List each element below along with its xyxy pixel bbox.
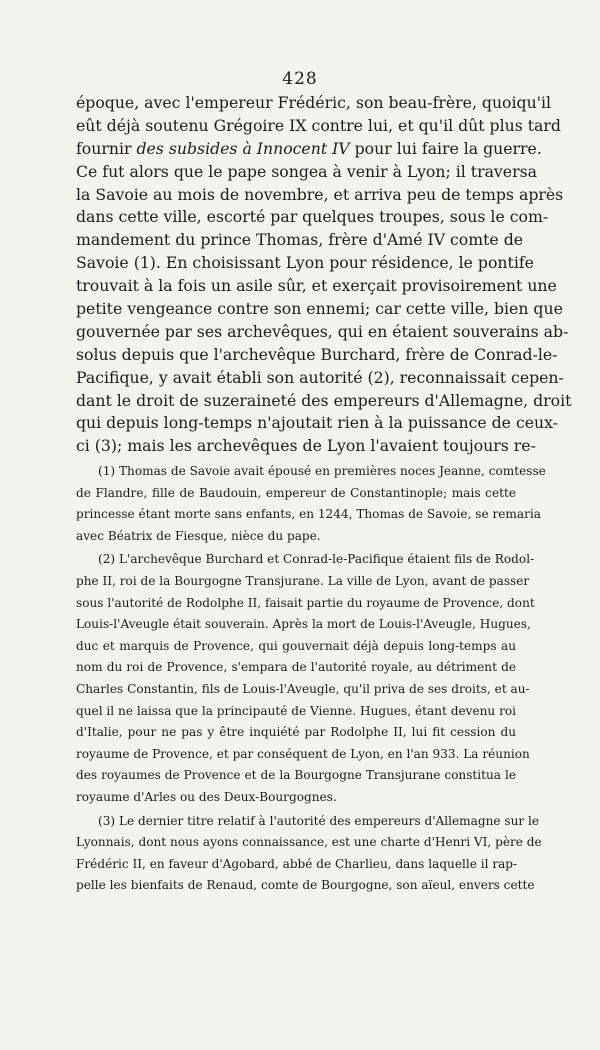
body-line: gouvernée par ses archevêques, qui en étaient souverains ab- — [76, 321, 569, 341]
body-line: Pacifique, y avait établi son autorité (2), reconnaissait cepen- — [76, 367, 564, 387]
body-line: trouvait à la fois un asile sûr, et exerçait provisoirement une — [76, 276, 557, 296]
body-line: dans cette ville, escorté par quelques troupes, sous le com- — [76, 207, 549, 227]
footnote-line: princesse étant morte sans enfants, en 1244, Thomas de Savoie, se remaria — [76, 507, 541, 522]
footnote-line: d'Italie, pour ne pas y être inquiété par Rodolphe II, lui fit cession du — [76, 725, 516, 740]
body-line: qui depuis long-temps n'ajoutait rien à la puissance de ceux- — [76, 413, 558, 433]
main-text — [76, 92, 572, 458]
footnote-line: royaume de Provence, et par conséquent de Lyon, en l'an 933. La réunion — [76, 746, 530, 761]
footnote-line: des royaumes de Provence et de la Bourgogne Transjurane constitua le — [76, 768, 516, 783]
footnote-line: Lyonnais, dont nous ayons connaissance, est une charte d'Henri VI, père de — [76, 835, 542, 850]
footnote-line: (2) L'archevêque Burchard et Conrad-le-Pacifique étaient fils de Rodol- — [98, 552, 535, 567]
footnote-1 — [76, 461, 546, 547]
footnote-line: Frédéric II, en faveur d'Agobard, abbé de Charlieu, dans laquelle il rap- — [76, 856, 518, 871]
footnote-line: phe II, roi de la Bourgogne Transjurane. La ville de Lyon, avant de passer — [76, 573, 530, 588]
body-line: mandement du prince Thomas, frère d'Amé IV comte de — [76, 230, 524, 250]
footnote-line: (3) Le dernier titre relatif à l'autorité des empereurs d'Allemagne sur le — [98, 813, 540, 828]
footnote-line: Charles Constantin, fils de Louis-l'Aveugle, qu'il priva de ses droits, et au- — [76, 681, 530, 696]
italic-phrase: des subsides à Innocent IV — [136, 138, 350, 158]
body-line: la Savoie au mois de novembre, et arriva peu de temps après — [76, 184, 564, 204]
footnote-3 — [76, 811, 542, 897]
footnote-line: avec Béatrix de Fiesque, nièce du pape. — [76, 528, 321, 543]
footnote-line: sous l'autorité de Rodolphe II, faisait partie du royaume de Provence, dont — [76, 595, 535, 610]
footnote-2 — [76, 549, 535, 808]
body-line: fournir des subsides à Innocent IV pour lui faire la guerre. — [76, 138, 542, 158]
footnote-line: de Flandre, fille de Baudouin, empereur de Constantinople; mais cette — [76, 485, 516, 500]
footnote-line: nom du roi de Provence, s'empara de l'autorité royale, au détriment de — [76, 660, 516, 675]
body-line: Ce fut alors que le pape songea à venir à Lyon; il traversa — [76, 161, 537, 181]
body-line: solus depuis que l'archevêque Burchard, frère de Conrad-le- — [76, 344, 558, 364]
body-line: époque, avec l'empereur Frédéric, son beau-frère, quoiqu'il — [76, 93, 552, 112]
footnote-line: (1) Thomas de Savoie avait épousé en premières noces Jeanne, comtesse — [98, 464, 546, 478]
footnote-line: royaume d'Arles ou des Deux-Bourgognes. — [76, 789, 337, 804]
footnote-line: duc et marquis de Provence, qui gouvernait déjà depuis long-temps au — [76, 638, 516, 653]
page-number: 428 — [282, 69, 318, 89]
body-line: petite vengeance contre son ennemi; car cette ville, bien que — [76, 299, 563, 319]
body-line: ci (3); mais les archevêques de Lyon l'avaient toujours re- — [76, 436, 536, 456]
body-line: Savoie (1). En choisissant Lyon pour résidence, le pontife — [76, 253, 534, 273]
body-line: dant le droit de suzeraineté des empereurs d'Allemagne, droit — [76, 390, 572, 410]
footnote-line: pelle les bienfaits de Renaud, comte de Bourgogne, son aïeul, envers cette — [76, 878, 535, 893]
body-line: eût déjà soutenu Grégoire IX contre lui, et qu'il dût plus tard — [76, 115, 561, 135]
footnote-line: Louis-l'Aveugle était souverain. Après la mort de Louis-l'Aveugle, Hugues, — [76, 617, 531, 632]
footnotes — [76, 461, 546, 899]
footnote-line: quel il ne laissa que la principauté de Vienne. Hugues, étant devenu roi — [76, 703, 516, 718]
